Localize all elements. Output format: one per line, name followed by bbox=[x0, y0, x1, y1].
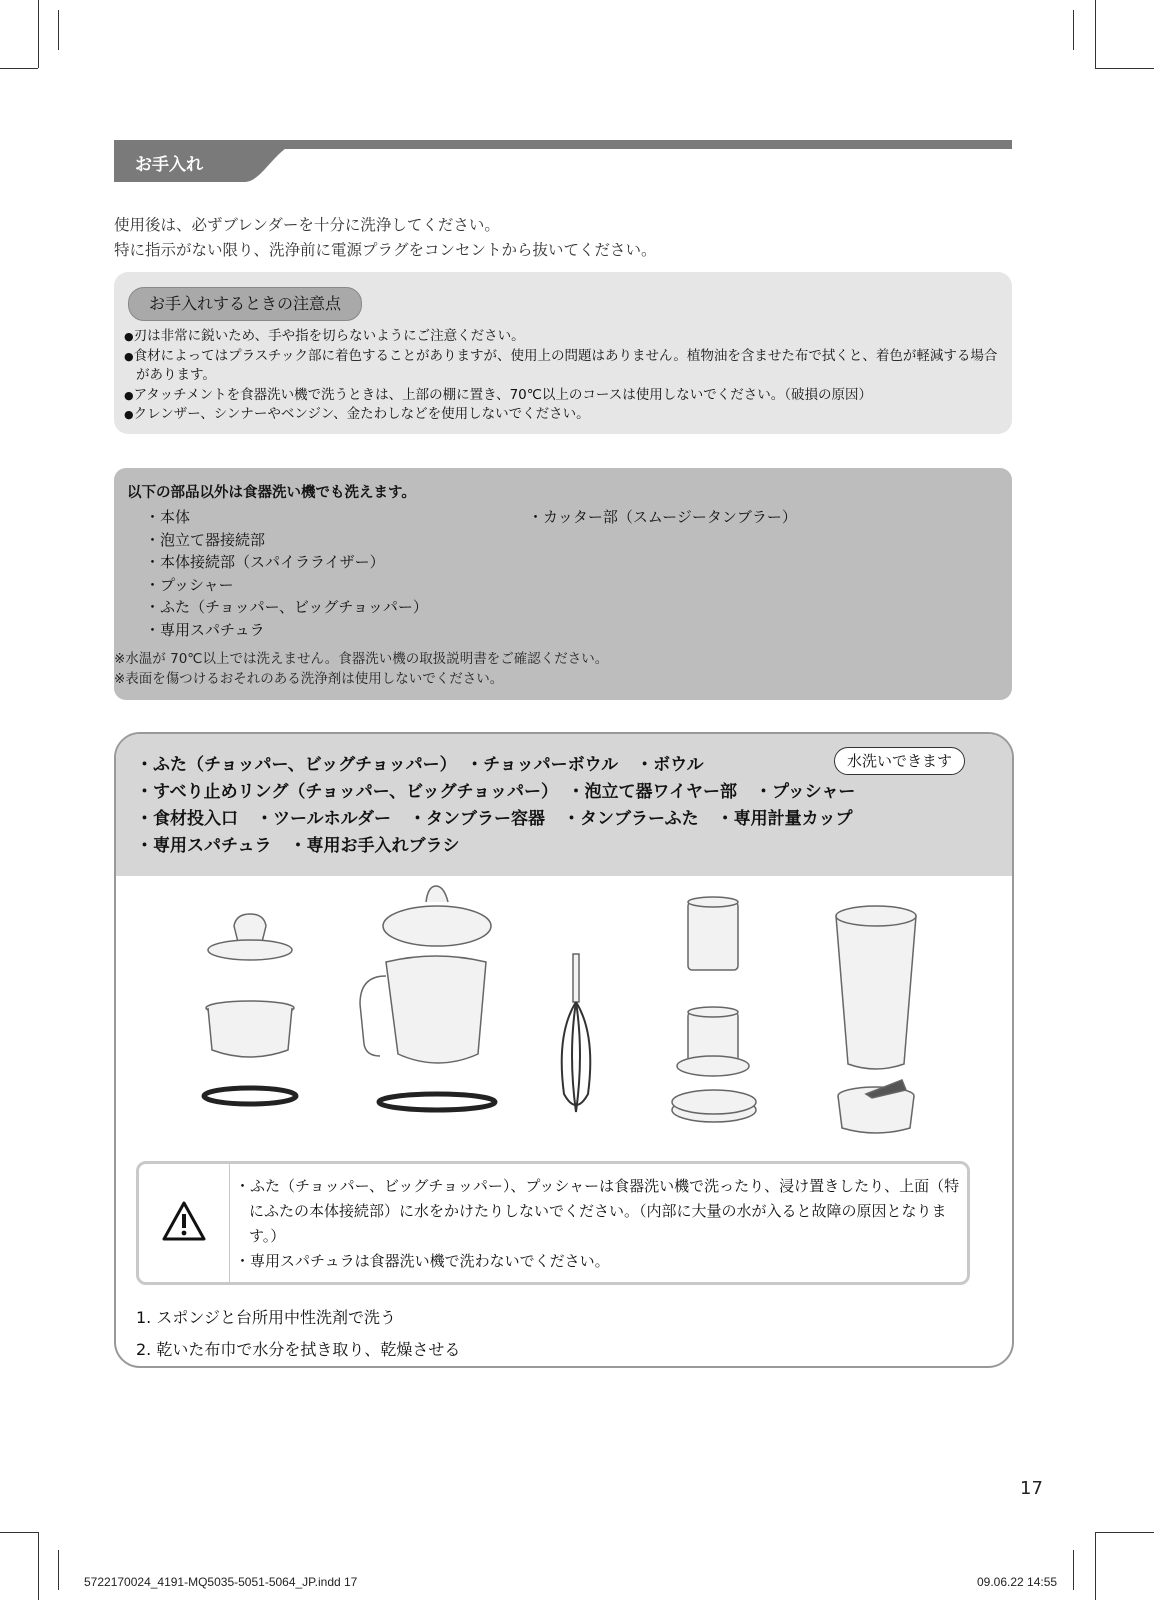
item: ・ 専用計量カップ bbox=[717, 809, 853, 829]
dishwasher-notes bbox=[114, 649, 608, 689]
warning-box bbox=[136, 1161, 970, 1285]
note: ※表面を傷つけるおそれのある洗浄剤は使用しないでください。 bbox=[114, 671, 504, 687]
spiralizer-illustration bbox=[672, 897, 756, 1122]
caution-item: ● 刃は非常に鋭いため、手や指を切らないようにご注意ください。 bbox=[124, 327, 1008, 347]
warning-triangle-icon bbox=[161, 1200, 207, 1242]
cleaning-steps bbox=[136, 1302, 460, 1366]
caution-item: ● 食材によってはプラスチック部に着色することがありますが、使用上の問題はありません。植物油を含ませた布で拭くと、着色が軽減する場合があります。 bbox=[124, 347, 1008, 386]
crop-mark bbox=[1095, 1532, 1096, 1600]
crop-mark bbox=[1073, 1550, 1074, 1590]
caution-item: ● クレンザー、シンナーやベンジン、金たわしなどを使用しないでください。 bbox=[124, 405, 1008, 425]
crop-mark bbox=[38, 1532, 39, 1600]
washable-panel bbox=[114, 732, 1014, 1368]
chopper-illustration bbox=[204, 914, 296, 1104]
item: ・ 専用スパチュラ bbox=[136, 836, 272, 856]
divider bbox=[229, 1164, 230, 1282]
item: ・ すべり止めリング（チョッパー、ビッグチョッパー） bbox=[136, 782, 549, 802]
page-number: 17 bbox=[1020, 1478, 1043, 1499]
intro-text bbox=[114, 213, 657, 263]
crop-mark bbox=[1073, 10, 1074, 50]
item: ・ ふた（チョッパー、ビッグチョッパー） bbox=[136, 755, 448, 775]
items-row bbox=[136, 779, 873, 806]
crop-mark bbox=[1095, 68, 1154, 69]
list-item: ・ 泡立て器接続部 bbox=[145, 529, 428, 552]
crop-mark bbox=[0, 68, 38, 69]
step: 1. スポンジと台所用中性洗剤で洗う bbox=[136, 1308, 396, 1327]
item: ・ チョッパーボウル bbox=[466, 755, 618, 775]
item: ・ タンブラー容器 bbox=[409, 809, 545, 829]
whisk-illustration bbox=[562, 954, 591, 1112]
parts-illustration bbox=[116, 884, 1012, 1154]
warning-item: ・ 専用スパチュラは食器洗い機で洗わないでください。 bbox=[235, 1249, 963, 1274]
item: ・ ツールホルダー bbox=[256, 809, 391, 829]
washable-items bbox=[136, 752, 873, 860]
items-row bbox=[136, 806, 873, 833]
crop-mark bbox=[58, 10, 59, 50]
blender-jug-illustration bbox=[360, 886, 495, 1110]
section-title: お手入れ bbox=[135, 155, 203, 175]
item: ・ 泡立て器ワイヤー部 bbox=[567, 782, 737, 802]
caution-title: お手入れするときの注意点 bbox=[128, 287, 362, 321]
intro-line: 特に指示がない限り、洗浄前に電源プラグをコンセントから抜いてください。 bbox=[114, 241, 657, 259]
tumbler-illustration bbox=[836, 906, 916, 1133]
washable-badge: 水洗いできます bbox=[834, 747, 965, 775]
crop-mark bbox=[0, 1532, 38, 1533]
list-item: ・ 本体 bbox=[145, 506, 428, 529]
warning-list bbox=[235, 1174, 963, 1274]
list-item: ・ ふた（チョッパー、ビッグチョッパー） bbox=[145, 596, 428, 619]
crop-mark bbox=[1095, 1532, 1154, 1533]
note: ※水温が 70℃以上では洗えません。食器洗い機の取扱説明書をご確認ください。 bbox=[114, 651, 609, 667]
warning-item: ・ ふた（チョッパー、ビッグチョッパー）、プッシャーは食器洗い機で洗ったり、浸け置きしたり、上面（特にふたの本体接続部）に水をかけたりしないでください。（内部に大量の水が入ると故障の原因となります。） bbox=[235, 1174, 963, 1249]
item: ・ 専用お手入れブラシ bbox=[290, 836, 460, 856]
crop-mark bbox=[1095, 0, 1096, 68]
item: ・ プッシャー bbox=[755, 782, 855, 802]
list-item: ・ カッター部（スムージータンブラー） bbox=[528, 506, 797, 527]
crop-mark bbox=[38, 0, 39, 68]
item: ・ 食材投入口 bbox=[136, 809, 238, 829]
items-row bbox=[136, 833, 873, 860]
crop-mark bbox=[58, 1550, 59, 1590]
footer-file: 5722170024_4191-MQ5035-5051-5064_JP.indd 17 bbox=[84, 1575, 358, 1589]
caution-item: ● アタッチメントを食器洗い機で洗うときは、上部の棚に置き、70℃以上のコースは使用しないでください。（破損の原因） bbox=[124, 386, 1008, 406]
footer-date: 09.06.22 14:55 bbox=[977, 1575, 1058, 1589]
dishwasher-excluded-list bbox=[145, 506, 428, 641]
step: 2. 乾いた布巾で水分を拭き取り、乾燥させる bbox=[136, 1340, 461, 1359]
items-row bbox=[136, 752, 873, 779]
item: ・ タンブラーふた bbox=[563, 809, 699, 829]
list-item: ・ 本体接続部（スパイラライザー） bbox=[145, 551, 428, 574]
dishwasher-heading: 以下の部品以外は食器洗い機でも洗えます。 bbox=[127, 485, 416, 501]
caution-list bbox=[124, 327, 1008, 425]
list-item: ・ 専用スパチュラ bbox=[145, 619, 428, 642]
list-item: ・ プッシャー bbox=[145, 574, 428, 597]
item: ・ ボウル bbox=[636, 755, 704, 775]
intro-line: 使用後は、必ずブレンダーを十分に洗浄してください。 bbox=[114, 216, 500, 234]
